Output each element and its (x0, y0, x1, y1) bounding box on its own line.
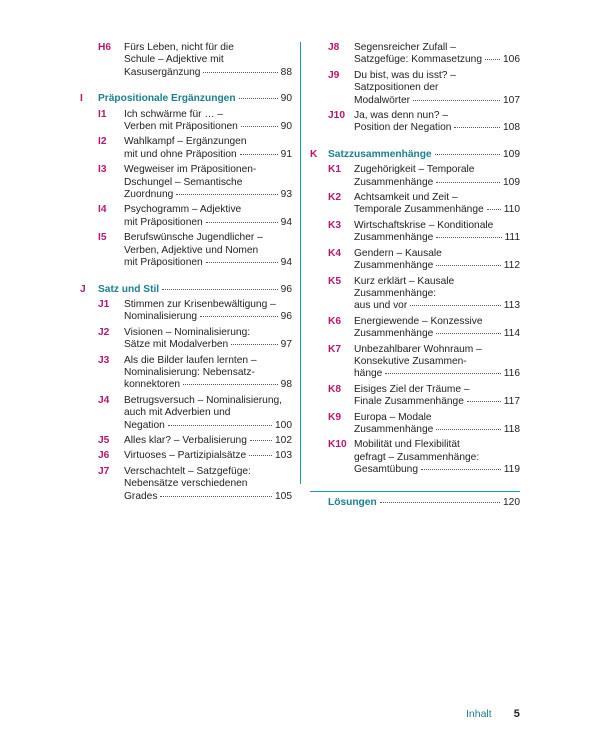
section-line (328, 149, 520, 161)
entry-last-line (124, 217, 292, 229)
entry-code: J9 (328, 69, 340, 81)
page-number: 120 (503, 496, 520, 508)
toc-right-column (310, 42, 520, 512)
toc-entry[interactable] (310, 439, 520, 476)
toc-entry[interactable] (80, 355, 292, 392)
entry-line: Zuordnung (124, 189, 174, 201)
page-number: 105 (275, 490, 292, 502)
entry-line: mit und ohne Präposition (124, 148, 237, 160)
entry-line: Berufswünsche Jugendlicher – (124, 232, 263, 244)
entry-code: J8 (328, 42, 340, 53)
toc-entry[interactable] (310, 220, 520, 245)
toc-entry[interactable] (80, 42, 292, 79)
toc-entry[interactable] (80, 136, 292, 161)
entry-last-line (354, 122, 520, 134)
entry-body (354, 344, 520, 381)
entry-line: Zusammenhänge: (354, 287, 437, 299)
entry-last-line (124, 420, 292, 432)
dot-leader (410, 305, 501, 306)
entry-line: Position der Negation (354, 122, 452, 134)
entry-line: Nominalisierung (124, 311, 198, 323)
section-line (98, 284, 292, 296)
entry-line: Europa – Modale (354, 411, 432, 423)
section-body (328, 149, 520, 161)
page-number: 90 (280, 93, 292, 105)
entry-line: Satzgefüge: Kommasetzung (354, 54, 482, 66)
dot-leader (240, 154, 278, 155)
dot-leader (436, 237, 501, 238)
entry-body (124, 136, 292, 161)
section-title: Lösungen (328, 496, 377, 508)
dot-leader (200, 316, 278, 317)
toc-entry[interactable] (80, 232, 292, 269)
entry-code: K9 (328, 411, 342, 423)
entry-line: Als die Bilder laufen lernten – (124, 354, 257, 366)
entry-code: J5 (98, 434, 110, 446)
dot-leader (241, 126, 278, 127)
toc-entry[interactable] (80, 435, 292, 447)
entry-line: Temporale Zusammenhänge (354, 204, 484, 216)
dot-leader (435, 154, 500, 155)
entry-line: Stimmen zur Krisenbewältigung – (124, 298, 276, 310)
entry-last-line (124, 149, 292, 161)
entry-body (354, 248, 520, 273)
entry-line: Sätze mit Modalverben (124, 339, 229, 351)
entry-body (124, 109, 292, 134)
page-number: 107 (503, 94, 520, 106)
entry-line: Wirtschaftskrise – Konditionale (354, 219, 494, 231)
entry-line: Nominalisierung: Nebensatz- (124, 366, 255, 378)
entry-line: Verben mit Präpositionen (124, 121, 238, 133)
section-code: J (80, 283, 86, 295)
entry-code: K2 (328, 192, 342, 204)
dot-leader (380, 502, 500, 503)
section-title: Satz und Stil (98, 283, 160, 295)
toc-entry[interactable] (310, 192, 520, 217)
entry-code: K3 (328, 219, 342, 231)
entry-body (124, 232, 292, 269)
entry-line: Zusammenhänge (354, 423, 434, 435)
entry-body (124, 164, 292, 201)
entry-line: aus und vor (354, 300, 408, 312)
entry-line: Ja, was denn nun? – (354, 110, 449, 122)
entry-line: Segensreicher Zufall – (354, 42, 456, 53)
entry-line: Du bist, was du isst? – (354, 69, 456, 81)
entry-line: Zusammenhänge (354, 176, 434, 188)
dot-leader (183, 384, 278, 385)
entry-line: Gesamtübung (354, 464, 418, 476)
page-number: 93 (280, 189, 292, 201)
entry-last-line (354, 177, 520, 189)
section-code: K (310, 148, 318, 160)
entry-last-line (124, 491, 292, 503)
entry-line: Modalwörter (354, 94, 411, 106)
toc-entry[interactable] (310, 316, 520, 341)
page-number: 5 (513, 708, 520, 720)
toc-left-column (80, 42, 292, 506)
section-body (328, 497, 520, 509)
page-number: 111 (504, 232, 520, 244)
page-number: 102 (275, 434, 292, 446)
toc-entry[interactable] (80, 395, 292, 432)
entry-code: I4 (98, 204, 107, 216)
entry-last-line (354, 464, 520, 476)
page-number: 119 (503, 464, 520, 476)
entry-body (124, 42, 292, 79)
entry-last-line (354, 396, 520, 408)
entry-line: Virtuoses – Partizipialsätze (124, 450, 247, 462)
entry-line: Zusammenhänge (354, 260, 434, 272)
entry-last-line (354, 95, 520, 107)
entry-last-line (124, 257, 292, 269)
dot-leader (206, 262, 278, 263)
entry-code: H6 (98, 42, 112, 53)
entry-last-line (354, 368, 520, 380)
dot-leader (231, 344, 277, 345)
entry-last-line (124, 339, 292, 351)
entry-line: Mobilität und Flexibilität (354, 439, 460, 451)
entry-last-line (354, 204, 520, 216)
entry-line: Fürs Leben, nicht für die (124, 42, 234, 53)
entry-body (354, 192, 520, 217)
toc-entry[interactable] (80, 327, 292, 352)
entry-last-line (124, 311, 292, 323)
toc-entry[interactable] (80, 466, 292, 503)
page-number: 112 (503, 260, 520, 272)
entry-body (124, 204, 292, 229)
entry-line: Satzpositionen der (354, 82, 439, 94)
dot-leader (239, 98, 278, 99)
page-number: 103 (275, 450, 292, 462)
entry-line: Kurz erklärt – Kausale (354, 275, 455, 287)
entry-code: K8 (328, 383, 342, 395)
entry-line: Unbezahlbarer Wohnraum – (354, 343, 482, 355)
entry-code: J6 (98, 450, 110, 462)
page-number: 114 (503, 328, 520, 340)
entry-line: Kasusergänzung (124, 66, 201, 78)
entry-line: Psychogramm – Adjektive (124, 204, 242, 216)
page-number: 100 (275, 419, 292, 431)
entry-code: K10 (328, 439, 347, 451)
entry-line: Eisiges Ziel der Träume – (354, 383, 470, 395)
toc-entry[interactable] (310, 110, 520, 135)
page-number: 88 (280, 66, 292, 78)
page-number: 118 (503, 423, 520, 435)
entry-last-line (124, 189, 292, 201)
entry-line: Visionen – Nominalisierung: (124, 326, 251, 338)
entry-body (354, 110, 520, 135)
entry-last-line (354, 54, 520, 66)
section-line (328, 497, 520, 509)
entry-body (124, 327, 292, 352)
entry-line: Schule – Adjektive mit (124, 54, 224, 66)
entry-code: K1 (328, 164, 342, 176)
page-number: 116 (503, 368, 520, 380)
page-footer (466, 708, 520, 720)
page-number: 94 (280, 216, 292, 228)
entry-body (124, 450, 292, 462)
entry-last-line (354, 260, 520, 272)
entry-last-line (124, 121, 292, 133)
dot-leader (176, 194, 277, 195)
entry-last-line (124, 67, 292, 79)
toc-section[interactable] (80, 284, 292, 296)
entry-body (124, 355, 292, 392)
entry-line: Alles klar? – Verbalisierung (124, 434, 247, 446)
entry-body (354, 70, 520, 107)
entry-line: Achtsamkeit und Zeit – (354, 192, 458, 204)
page-number: 96 (280, 311, 292, 323)
dot-leader (454, 127, 500, 128)
toc-entry[interactable] (310, 412, 520, 437)
toc-entry[interactable] (310, 164, 520, 189)
page-number: 96 (280, 283, 292, 295)
toc-entry[interactable] (80, 204, 292, 229)
dot-leader (250, 440, 272, 441)
section-title: Präpositionale Ergänzungen (98, 93, 236, 105)
page-number: 117 (503, 396, 520, 408)
entry-code: J3 (98, 354, 110, 366)
toc-section[interactable] (80, 93, 292, 105)
entry-last-line (124, 435, 292, 447)
entry-line: Verben, Adjektive und Nomen (124, 244, 259, 256)
entry-code: I3 (98, 164, 107, 176)
entry-last-line (124, 450, 292, 462)
entry-code: I1 (98, 108, 107, 120)
dot-leader (421, 469, 501, 470)
page-number: 97 (280, 339, 292, 351)
entry-line: auch mit Adverbien und (124, 407, 231, 419)
toc-entry[interactable] (310, 248, 520, 273)
toc-entry[interactable] (80, 164, 292, 201)
entry-body (124, 435, 292, 447)
page-number: 109 (503, 176, 520, 188)
entry-line: Zugehörigkeit – Temporale (354, 164, 475, 176)
entry-body (354, 220, 520, 245)
footer-label: Inhalt (466, 708, 492, 720)
entry-code: K5 (328, 275, 342, 287)
section-body (98, 284, 292, 296)
entry-code: I5 (98, 232, 107, 244)
toc-section[interactable] (310, 491, 520, 509)
dot-leader (485, 59, 500, 60)
page-number: 106 (503, 54, 520, 66)
entry-body (354, 412, 520, 437)
entry-body (124, 395, 292, 432)
page-number: 113 (503, 300, 520, 312)
entry-line: hänge (354, 368, 383, 380)
entry-last-line (354, 232, 520, 244)
entry-body (124, 466, 292, 503)
entry-line: Energiewende – Konzessive (354, 315, 483, 327)
entry-code: K6 (328, 315, 342, 327)
page-number: 110 (503, 204, 520, 216)
entry-last-line (124, 379, 292, 391)
entry-code: J10 (328, 110, 345, 122)
page-number: 94 (280, 257, 292, 269)
entry-body (354, 439, 520, 476)
entry-code: J7 (98, 465, 110, 477)
dot-leader (385, 373, 500, 374)
entry-line: Finale Zusammenhänge (354, 396, 464, 408)
dot-leader (162, 289, 278, 290)
entry-body (354, 316, 520, 341)
dot-leader (467, 401, 501, 402)
page-number: 91 (280, 148, 292, 160)
page-number: 108 (503, 122, 520, 134)
toc-entry[interactable] (80, 450, 292, 462)
section-body (98, 93, 292, 105)
toc-entry[interactable] (310, 344, 520, 381)
entry-line: Dschungel – Semantische (124, 176, 243, 188)
entry-code: J2 (98, 326, 110, 338)
entry-line: Zusammenhänge (354, 232, 434, 244)
column-divider (300, 42, 301, 484)
entry-last-line (354, 424, 520, 436)
entry-last-line (354, 300, 520, 312)
toc-entry[interactable] (80, 299, 292, 324)
page-number: 90 (280, 121, 292, 133)
entry-line: Negation (124, 419, 165, 431)
page-number: 98 (280, 379, 292, 391)
section-title: Satzzusammenhänge (328, 148, 432, 160)
dot-leader (249, 455, 272, 456)
entry-body (354, 384, 520, 409)
toc-entry[interactable] (310, 70, 520, 107)
section-line (98, 93, 292, 105)
entry-line: Nebensätze verschiedenen (124, 478, 248, 490)
entry-line: mit Präpositionen (124, 216, 203, 228)
dot-leader (203, 72, 277, 73)
dot-leader (436, 429, 500, 430)
entry-body (124, 299, 292, 324)
dot-leader (436, 265, 500, 266)
dot-leader (160, 496, 272, 497)
dot-leader (436, 333, 500, 334)
dot-leader (168, 425, 272, 426)
toc-entry[interactable] (310, 42, 520, 67)
toc-entry[interactable] (310, 384, 520, 409)
entry-line: Grades (124, 490, 158, 502)
entry-line: konnektoren (124, 379, 181, 391)
entry-code: K7 (328, 343, 342, 355)
section-code: I (80, 93, 83, 105)
page-number: 109 (503, 148, 520, 160)
entry-code: I2 (98, 136, 107, 148)
dot-leader (436, 182, 500, 183)
dot-leader (206, 222, 278, 223)
toc-entry[interactable] (310, 276, 520, 313)
entry-code: K4 (328, 247, 342, 259)
entry-line: Konsekutive Zusammen- (354, 355, 467, 367)
entry-line: Wahlkampf – Ergänzungen (124, 136, 247, 148)
toc-entry[interactable] (80, 109, 292, 134)
dot-leader (413, 100, 500, 101)
entry-line: mit Präpositionen (124, 257, 203, 269)
entry-body (354, 276, 520, 313)
entry-line: Betrugsversuch – Nominalisierung, (124, 394, 282, 406)
entry-line: Verschachtelt – Satzgefüge: (124, 465, 251, 477)
entry-last-line (354, 328, 520, 340)
entry-line: Wegweiser im Präpositionen- (124, 164, 257, 176)
entry-body (354, 42, 520, 67)
toc-section[interactable] (310, 149, 520, 161)
dot-leader (487, 209, 501, 210)
entry-line: Zusammenhänge (354, 328, 434, 340)
entry-code: J4 (98, 394, 110, 406)
entry-line: Gendern – Kausale (354, 247, 442, 259)
entry-line: Ich schwärme für … – (124, 108, 224, 120)
entry-line: gefragt – Zusammenhänge: (354, 451, 480, 463)
entry-body (354, 164, 520, 189)
entry-code: J1 (98, 298, 110, 310)
